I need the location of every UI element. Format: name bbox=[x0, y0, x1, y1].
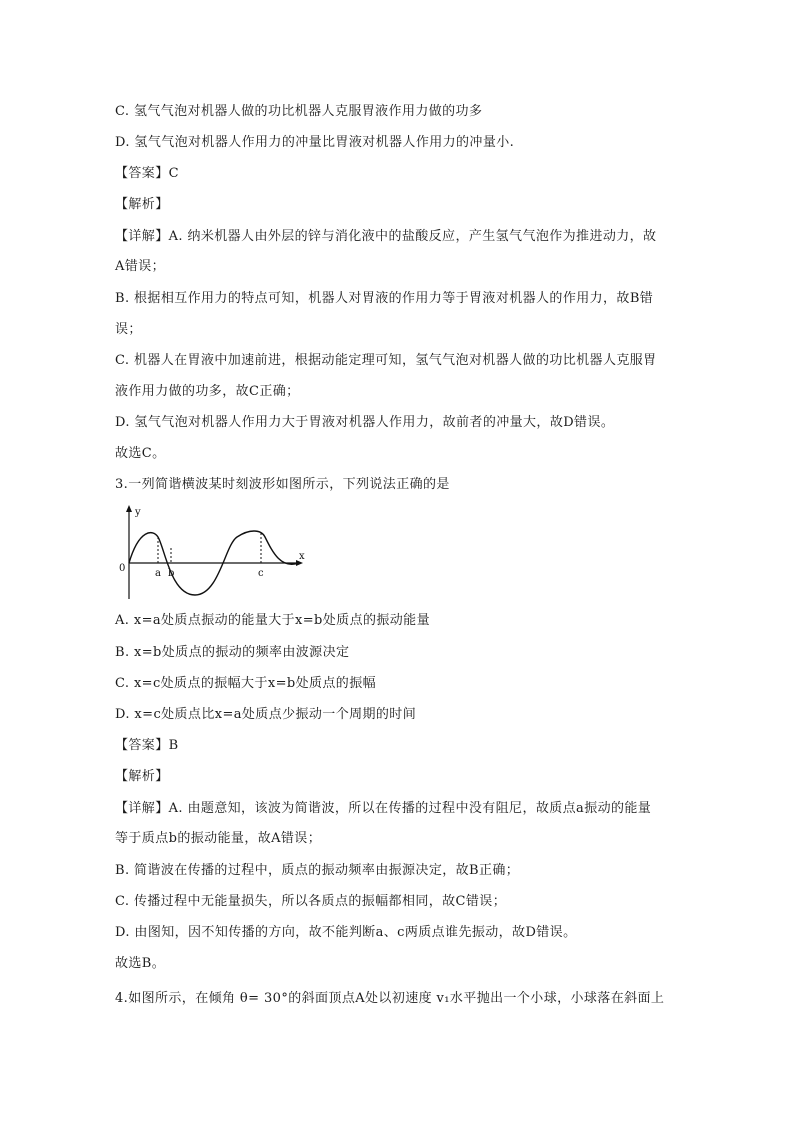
origin-label: 0 bbox=[119, 563, 126, 574]
wave-diagram bbox=[115, 503, 315, 603]
question-3-stem: 3.一列简谐横波某时刻波形如图所示，下列说法正确的是 bbox=[115, 477, 450, 492]
point-a-label: a bbox=[155, 568, 161, 579]
analysis-label-prev: 【解析】 bbox=[115, 197, 169, 212]
option-d-prev: D. 氢气气泡对机器人作用力的冲量比胃液对机器人作用力的冲量小. bbox=[115, 135, 515, 150]
option-d: D. x=c处质点比x=a处质点少振动一个周期的时间 bbox=[115, 707, 417, 722]
detail-a: 【详解】A. 由题意知，该波为简谐波，所以在传播的过程中没有阻尼，故质点a振动的能量 bbox=[115, 801, 652, 816]
y-axis-label: y bbox=[135, 507, 141, 518]
detail-c-prev-cont: 液作用力做的功多，故C正确； bbox=[115, 384, 300, 399]
detail-c-prev: C. 机器人在胃液中加速前进，根据动能定理可知，氢气气泡对机器人做的功比机器人克服胃 bbox=[115, 353, 657, 368]
wave-figure bbox=[115, 503, 315, 603]
point-c-label: c bbox=[258, 568, 264, 579]
conclusion: 故选B。 bbox=[115, 956, 166, 971]
option-a: A. x=a处质点振动的能量大于x=b处质点的振动能量 bbox=[115, 613, 430, 628]
x-axis-label: x bbox=[299, 551, 305, 562]
detail-d: D. 由图知，因不知传播的方向，故不能判断a、c两质点谁先振动，故D错误。 bbox=[115, 925, 577, 940]
y-axis-arrow bbox=[126, 505, 132, 512]
option-c: C. x=c处质点的振幅大于x=b处质点的振幅 bbox=[115, 676, 376, 691]
question-4-stem: 4.如图所示，在倾角 θ= 30°的斜面顶点A处以初速度 v₁水平抛出一个小球，小球落在斜面上 bbox=[115, 991, 665, 1006]
option-b: B. x=b处质点的振动的频率由波源决定 bbox=[115, 645, 350, 660]
detail-d-prev: D. 氢气气泡对机器人作用力大于胃液对机器人作用力，故前者的冲量大，故D错误。 bbox=[115, 415, 615, 430]
detail-b: B. 简谐波在传播的过程中，质点的振动频率由振源决定，故B正确； bbox=[115, 863, 520, 878]
detail-a-prev-cont: A错误； bbox=[115, 259, 165, 274]
detail-b-prev-cont: 误； bbox=[115, 322, 142, 337]
detail-c: C. 传播过程中无能量损失，所以各质点的振幅都相同，故C错误； bbox=[115, 894, 507, 909]
point-b-label: b bbox=[168, 568, 175, 579]
analysis-label: 【解析】 bbox=[115, 769, 169, 784]
detail-b-prev: B. 根据相互作用力的特点可知，机器人对胃液的作用力等于胃液对机器人的作用力，故B错 bbox=[115, 291, 654, 306]
conclusion-prev: 故选C。 bbox=[115, 446, 166, 461]
detail-a-cont: 等于质点b的振动能量，故A错误； bbox=[115, 831, 322, 846]
answer-label: 【答案】B bbox=[115, 738, 179, 753]
detail-a-prev: 【详解】A. 纳米机器人由外层的锌与消化液中的盐酸反应，产生氢气气泡作为推进动力，故 bbox=[115, 229, 657, 244]
option-c-prev: C. 氢气气泡对机器人做的功比机器人克服胃液作用力做的功多 bbox=[115, 104, 483, 119]
answer-label-prev: 【答案】C bbox=[115, 166, 179, 181]
